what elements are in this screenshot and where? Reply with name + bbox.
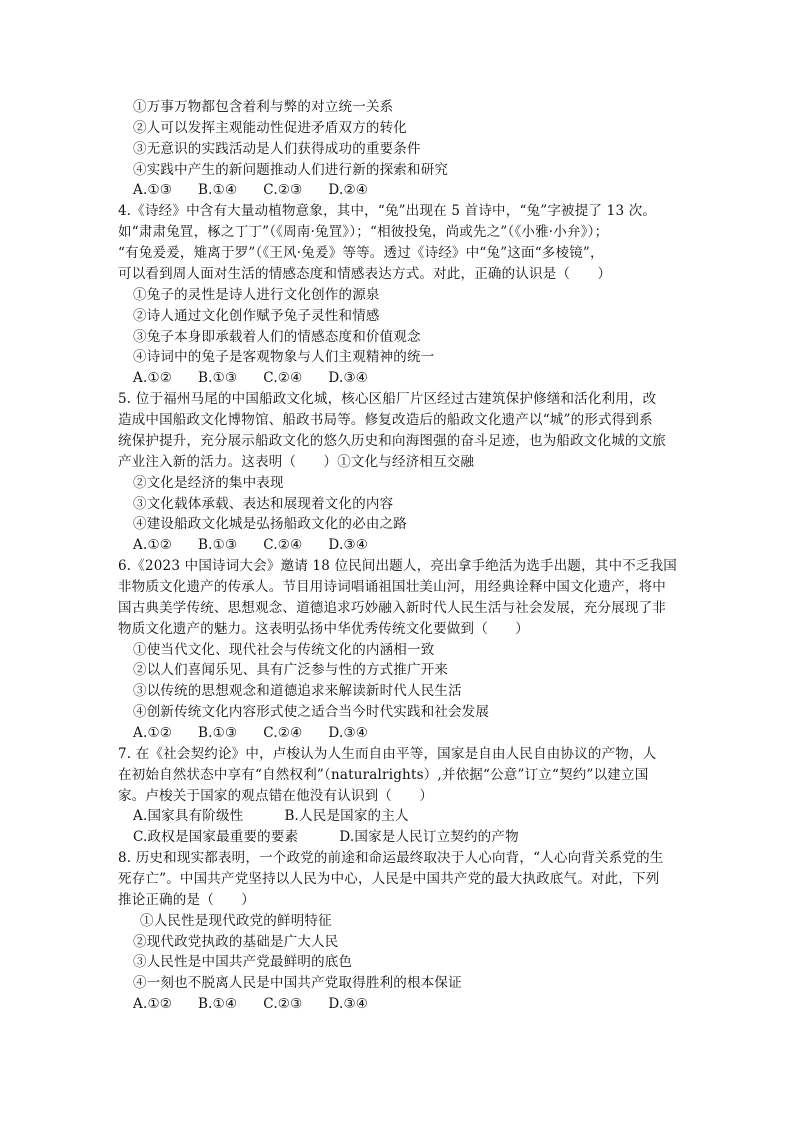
question-text: 推论正确的是（ ）: [118, 892, 255, 908]
option-line: ③以传统的思想观念和道德追求来解读新时代人民生活: [133, 683, 462, 699]
option-line: ④一刻也不脱离人民是中国共产党取得胜利的根本保证: [133, 975, 462, 991]
answer-choice: D.②④: [328, 182, 369, 198]
option-line: C.政权是国家最重要的要素 D.国家是人民订立契约的产物: [133, 829, 519, 845]
question-text: 统保护提升，充分展示船政文化的悠久历史和向海图强的奋斗足迹，也为船政文化城的文旅: [118, 433, 666, 449]
answer-choice: C.②④: [263, 370, 303, 386]
option-line: ①兔子的灵性是诗人进行文化创作的源泉: [133, 287, 380, 303]
question-text: 如“肃肃兔罝，椓之丁丁”（《周南·兔罝》）；“相彼投兔，尚或先之”（《小雅·小弁》）；: [118, 224, 609, 240]
question-text: 在初始自然状态中享有“自然权利”（naturalrights）,并依据“公意”订立“契约”以建立国: [118, 767, 649, 783]
option-line: ②人可以发挥主观能动性促进矛盾双方的转化: [133, 120, 407, 136]
answer-choices: [133, 368, 368, 389]
answer-choices: [133, 535, 368, 556]
option-line: ③人民性是中国共产党最鲜明的底色: [133, 954, 353, 970]
answer-choice: B.①④: [198, 182, 238, 198]
option-line: ①人民性是现代政党的鲜明特征: [140, 913, 332, 929]
question-text: 家。卢梭关于国家的观点错在他没有认识到（ ）: [118, 788, 434, 804]
question-text: 国古典美学传统、思想观念、道德追求巧妙融入新时代人民生活与社会发展，充分展现了非: [118, 600, 666, 616]
option-line: ③兔子本身即承载着人们的情感态度和价值观念: [133, 329, 421, 345]
option-line: ④创新传统文化内容形式使之适合当今时代实践和社会发展: [133, 704, 490, 720]
question-text: 可以看到周人面对生活的情感态度和情感表达方式。对此，正确的认识是（ ）: [118, 266, 612, 282]
question-text: 7. 在《社会契约论》中，卢梭认为人生而自由平等，国家是自由人民自由协议的产物，人: [118, 746, 657, 762]
answer-choices: [133, 180, 368, 201]
option-line: ②现代政党执政的基础是广大人民: [133, 934, 339, 950]
option-line: ④建设船政文化城是弘扬船政文化的必由之路: [133, 516, 407, 532]
question-text: 8. 历史和现实都表明，一个政党的前途和命运最终取决于人心向背，“人心向背关系党的生: [118, 850, 664, 866]
option-line: ③无意识的实践活动是人们获得成功的重要条件: [133, 141, 421, 157]
option-line: A.国家具有阶级性 B.人民是国家的主人: [133, 808, 409, 824]
option-line: ①使当代文化、现代社会与传统文化的内涵相一致: [133, 642, 435, 658]
question-text: “有兔爰爰，雉离于罗”（《王风·兔爰》等等。透过《诗经》中“兔”这面“多棱镜”，: [118, 245, 604, 261]
answer-choice: A.①③: [133, 182, 173, 198]
answer-choice: D.③④: [328, 537, 369, 553]
question-text: 4.《诗经》中含有大量动植物意象，其中，“兔”出现在 5 首诗中，“兔”字被提了 13 次。: [118, 203, 657, 219]
option-line: ①万事万物都包含着利与弊的对立统一关系: [133, 99, 394, 115]
option-line: ②诗人通过文化创作赋予兔子灵性和情感: [133, 308, 380, 324]
option-line: ②以人们喜闻乐见、具有广泛参与性的方式推广开来: [133, 662, 449, 678]
question-text: 6.《2023 中国诗词大会》邀请 18 位民间出题人，亮出拿手绝活为选手出题，其中不乏我国: [118, 558, 677, 574]
option-line: ④诗词中的兔子是客观物象与人们主观精神的统一: [133, 349, 435, 365]
answer-choice: C.②④: [263, 725, 303, 741]
answer-choice: C.②④: [263, 537, 303, 553]
question-text: 造成中国船政文化博物馆、船政书局等。修复改造后的船政文化遗产以“城”的形式得到系: [118, 412, 653, 428]
question-text: 物质文化遗产的魅力。这表明弘扬中华优秀传统文化要做到（ ）: [118, 621, 529, 637]
answer-choice: B.①③: [198, 725, 238, 741]
answer-choice: A.①②: [133, 725, 173, 741]
question-text: 死存亡”。中国共产党坚持以人民为中心，人民是中国共产党的最大执政底气。对此，下列: [118, 871, 660, 887]
option-line: ②文化是经济的集中表现: [133, 475, 284, 491]
answer-choice: C.②③: [263, 182, 303, 198]
answer-choice: A.①②: [133, 996, 173, 1012]
answer-choice: C.②③: [263, 996, 303, 1012]
answer-choice: B.①③: [198, 370, 238, 386]
answer-choice: B.①③: [198, 537, 238, 553]
answer-choice: A.①②: [133, 370, 173, 386]
answer-choice: D.③④: [328, 370, 369, 386]
answer-choice: D.③④: [328, 725, 369, 741]
answer-choice: D.③④: [328, 996, 369, 1012]
question-text: 产业注入新的活力。这表明（ ）①文化与经济相互交融: [118, 454, 475, 470]
question-text: 5. 位于福州马尾的中国船政文化城，核心区船厂片区经过古建筑保护修缮和活化利用，改: [118, 391, 657, 407]
answer-choice: A.①②: [133, 537, 173, 553]
answer-choice: B.①④: [198, 996, 238, 1012]
answer-choices: [133, 723, 368, 744]
question-text: 非物质文化遗产的传承人。节目用诗词唱诵祖国壮美山河，用经典诠释中国文化遗产，将中: [118, 579, 666, 595]
answer-choices: [133, 994, 368, 1015]
option-line: ③文化载体承载、表达和展现着文化的内容: [133, 496, 394, 512]
option-line: ④实践中产生的新问题推动人们进行新的探索和研究: [133, 162, 449, 178]
